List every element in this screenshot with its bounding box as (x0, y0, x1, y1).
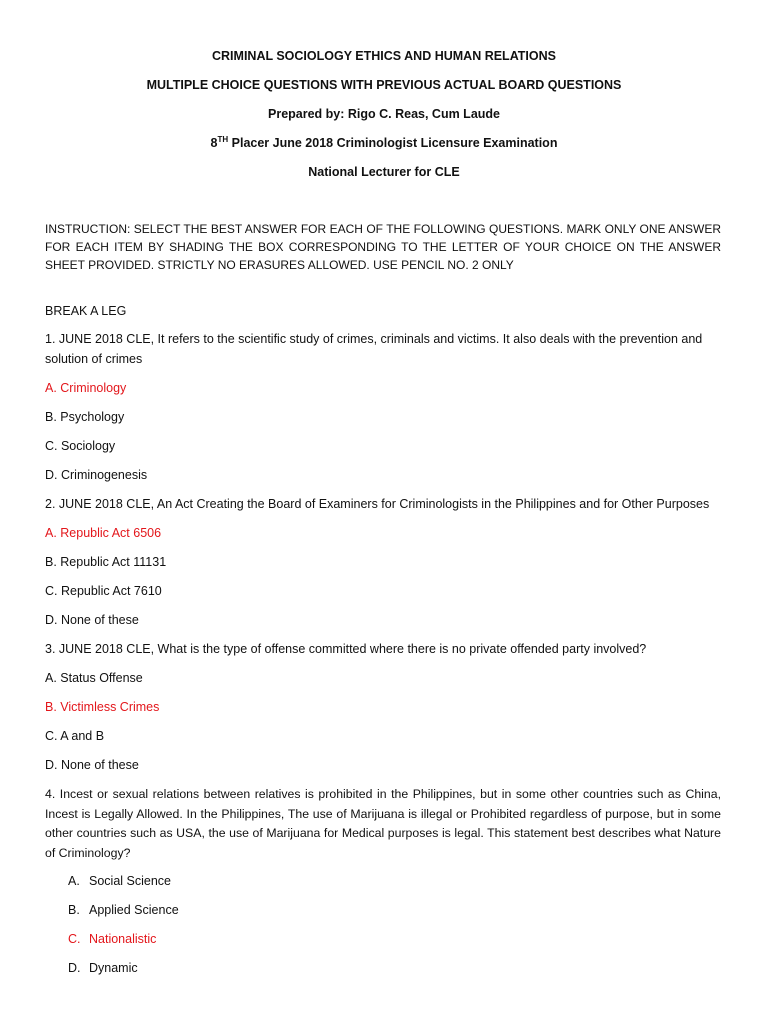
question-2-option-c: C. Republic Act 7610 (45, 584, 162, 598)
question-1-option-d: D. Criminogenesis (45, 468, 148, 482)
question-1-option-a: A. Criminology (45, 381, 127, 395)
question-4-option-b (68, 902, 179, 918)
question-2-option-d: D. None of these (45, 613, 139, 627)
placer-line (0, 135, 768, 151)
option-label: Nationalistic (89, 932, 157, 946)
question-4-option-c (68, 931, 156, 947)
option-label: Applied Science (89, 903, 179, 917)
question-3-option-c: C. A and B (45, 729, 105, 743)
option-letter: A. (68, 874, 80, 888)
option-letter: C. (68, 932, 81, 946)
question-1-option-c: C. Sociology (45, 439, 116, 453)
question-3-option-a: A. Status Offense (45, 671, 143, 685)
instruction-paragraph: INSTRUCTION: SELECT THE BEST ANSWER FOR EACH OF THE FOLLOWING QUESTIONS. MARK ONLY ONE ANSWER FOR EACH ITEM BY SHADING THE BOX CORRESPONDING TO THE LETTER OF YOUR CHOICE ON THE ANSWER SHEET PROVIDED. STRICTLY NO ERASURES ALLOWED. USE PENCIL NO. 2 ONLY (45, 222, 721, 272)
option-letter: B. (68, 903, 80, 917)
option-label: Social Science (89, 874, 171, 888)
question-2-option-b: B. Republic Act 11131 (45, 555, 167, 569)
option-letter: D. (68, 961, 81, 975)
document-title: CRIMINAL SOCIOLOGY ETHICS AND HUMAN RELATIONS (212, 49, 556, 63)
lecturer-line: National Lecturer for CLE (308, 165, 460, 179)
option-label: Dynamic (89, 961, 138, 975)
question-4-option-d (68, 960, 138, 976)
question-1-text: 1. JUNE 2018 CLE, It refers to the scientific study of crimes, criminals and victims. It also deals with the prevention and solution of crimes (45, 332, 703, 366)
question-1-option-b: B. Psychology (45, 410, 125, 424)
placer-superscript: TH (217, 134, 229, 144)
question-3-option-b: B. Victimless Crimes (45, 700, 160, 714)
question-4-text: 4. Incest or sexual relations between relatives is prohibited in the Philippines, but in some other countries such as China, Incest is Legally Allowed. In the Philippines, The use of Marijuana is illegal or Prohibited regardless of purpose, but in some other countries such as USA, the use of Marijuana for Medical purposes is legal. This statement best describes what Nature of Criminology? (45, 787, 721, 860)
break-a-leg: BREAK A LEG (45, 304, 127, 318)
question-2-option-a: A. Republic Act 6506 (45, 526, 162, 540)
document-subtitle: MULTIPLE CHOICE QUESTIONS WITH PREVIOUS ACTUAL BOARD QUESTIONS (146, 78, 622, 92)
question-2-text: 2. JUNE 2018 CLE, An Act Creating the Board of Examiners for Criminologists in the Philippines and for Other Purposes (45, 497, 710, 511)
question-3-text: 3. JUNE 2018 CLE, What is the type of offense committed where there is no private offended party involved? (45, 642, 647, 656)
placer-prefix: 8 (210, 136, 218, 150)
prepared-by: Prepared by: Rigo C. Reas, Cum Laude (268, 107, 500, 121)
placer-rest: Placer June 2018 Criminologist Licensure Examination (228, 136, 558, 150)
question-3-option-d: D. None of these (45, 758, 139, 772)
question-4-option-a (68, 873, 171, 889)
